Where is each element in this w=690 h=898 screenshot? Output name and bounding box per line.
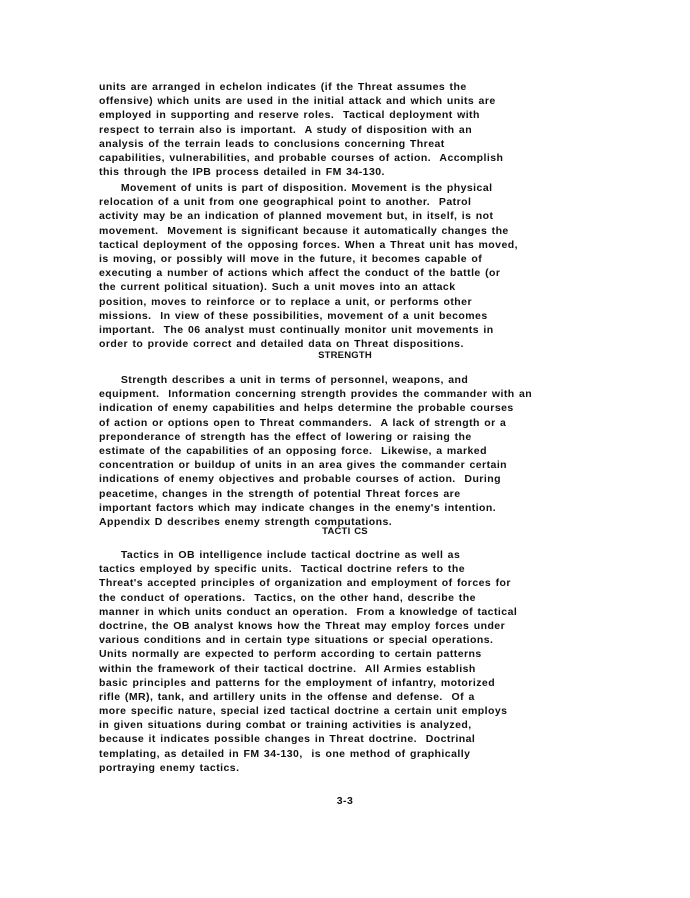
text-line: capabilities, vulnerabilities, and probable courses of action. Accomplish: [99, 151, 504, 164]
paragraph-disposition-end: [99, 80, 579, 179]
text-line: this through the IPB process detailed in FM 34-130.: [99, 166, 385, 179]
text-line: important factors which may indicate changes in the enemy's intention.: [99, 501, 497, 514]
text-line: employed in supporting and reserve roles. Tactical deployment with: [99, 109, 480, 122]
text-line: order to provide correct and detailed data on Threat dispositions.: [99, 338, 464, 351]
text-line: Movement of units is part of disposition. Movement is the physical: [99, 182, 493, 194]
text-line: basic principles and patterns for the employment of infantry, motorized: [99, 676, 496, 689]
paragraph-movement: [99, 181, 579, 351]
text-line: equipment. Information concerning strength provides the commander with an: [99, 388, 533, 401]
text-line: indication of enemy capabilities and helps determine the probable courses: [99, 402, 514, 415]
text-line: activity may be an indication of planned movement but, in itself, is not: [99, 210, 494, 223]
text-line: the current political situation). Such a unit moves into an attack: [99, 281, 456, 294]
text-line: position, moves to reinforce or to replace a unit, or performs other: [99, 295, 472, 308]
text-line: preponderance of strength has the effect of lowering or raising the: [99, 430, 472, 443]
text-line: missions. In view of these possibilities, movement of a unit becomes: [99, 309, 488, 322]
paragraph-strength: [99, 373, 579, 529]
text-line: estimate of the capabilities of an opposing force. Likewise, a marked: [99, 444, 487, 457]
section-heading-tactics: TACTI CS: [322, 526, 368, 537]
text-line: important. The 06 analyst must continually monitor unit movements in: [99, 323, 494, 336]
text-line: of action or options open to Threat commanders. A lack of strength or a: [99, 416, 507, 429]
text-line: movement. Movement is significant because it automatically changes the: [99, 224, 509, 237]
text-line: doctrine, the OB analyst knows how the Threat may employ forces under: [99, 619, 506, 632]
text-line: templating, as detailed in FM 34-130, is one method of graphically: [99, 747, 471, 760]
text-line: executing a number of actions which affect the conduct of the battle (or: [99, 267, 501, 280]
text-line: manner in which units conduct an operation. From a knowledge of tactical: [99, 605, 518, 618]
paragraph-tactics: [99, 548, 579, 775]
text-line: tactical deployment of the opposing forces. When a Threat unit has moved,: [99, 238, 518, 251]
text-line: tactics employed by specific units. Tactical doctrine refers to the: [99, 563, 466, 576]
text-line: Units normally are expected to perform according to certain patterns: [99, 648, 482, 661]
text-line: Strength describes a unit in terms of personnel, weapons, and: [99, 374, 469, 386]
text-line: respect to terrain also is important. A study of disposition with an: [99, 123, 473, 136]
text-line: Tactics in OB intelligence include tactical doctrine as well as: [99, 549, 461, 561]
text-line: relocation of a unit from one geographical point to another. Patrol: [99, 196, 472, 209]
text-line: portraying enemy tactics.: [99, 761, 240, 774]
text-line: is moving, or possibly will move in the future, it becomes capable of: [99, 252, 483, 265]
text-line: because it indicates possible changes in Threat doctrine. Doctrinal: [99, 733, 476, 746]
section-heading-strength: STRENGTH: [318, 350, 372, 361]
text-line: peacetime, changes in the strength of potential Threat forces are: [99, 487, 461, 500]
text-line: various conditions and in certain type situations or special operations.: [99, 634, 494, 647]
text-line: offensive) which units are used in the initial attack and which units are: [99, 95, 496, 108]
page-number: 3-3: [336, 795, 354, 807]
text-line: more specific nature, special ized tactical doctrine a certain unit employs: [99, 705, 508, 718]
text-line: Threat's accepted principles of organization and employment of forces for: [99, 577, 511, 590]
text-line: analysis of the terrain leads to conclusions concerning Threat: [99, 137, 445, 150]
text-line: the conduct of operations. Tactics, on the other hand, describe the: [99, 591, 476, 604]
text-line: concentration or buildup of units in an area gives the commander certain: [99, 459, 508, 472]
text-line: indications of enemy objectives and probable courses of action. During: [99, 473, 501, 486]
text-line: in given situations during combat or training activities is analyzed,: [99, 719, 472, 732]
text-line: rifle (MR), tank, and artillery units in the offense and defense. Of a: [99, 690, 475, 703]
text-line: units are arranged in echelon indicates (if the Threat assumes the: [99, 81, 467, 93]
text-line: within the framework of their tactical doctrine. All Armies establish: [99, 662, 476, 675]
text-line: Appendix D describes enemy strength computations.: [99, 515, 393, 528]
